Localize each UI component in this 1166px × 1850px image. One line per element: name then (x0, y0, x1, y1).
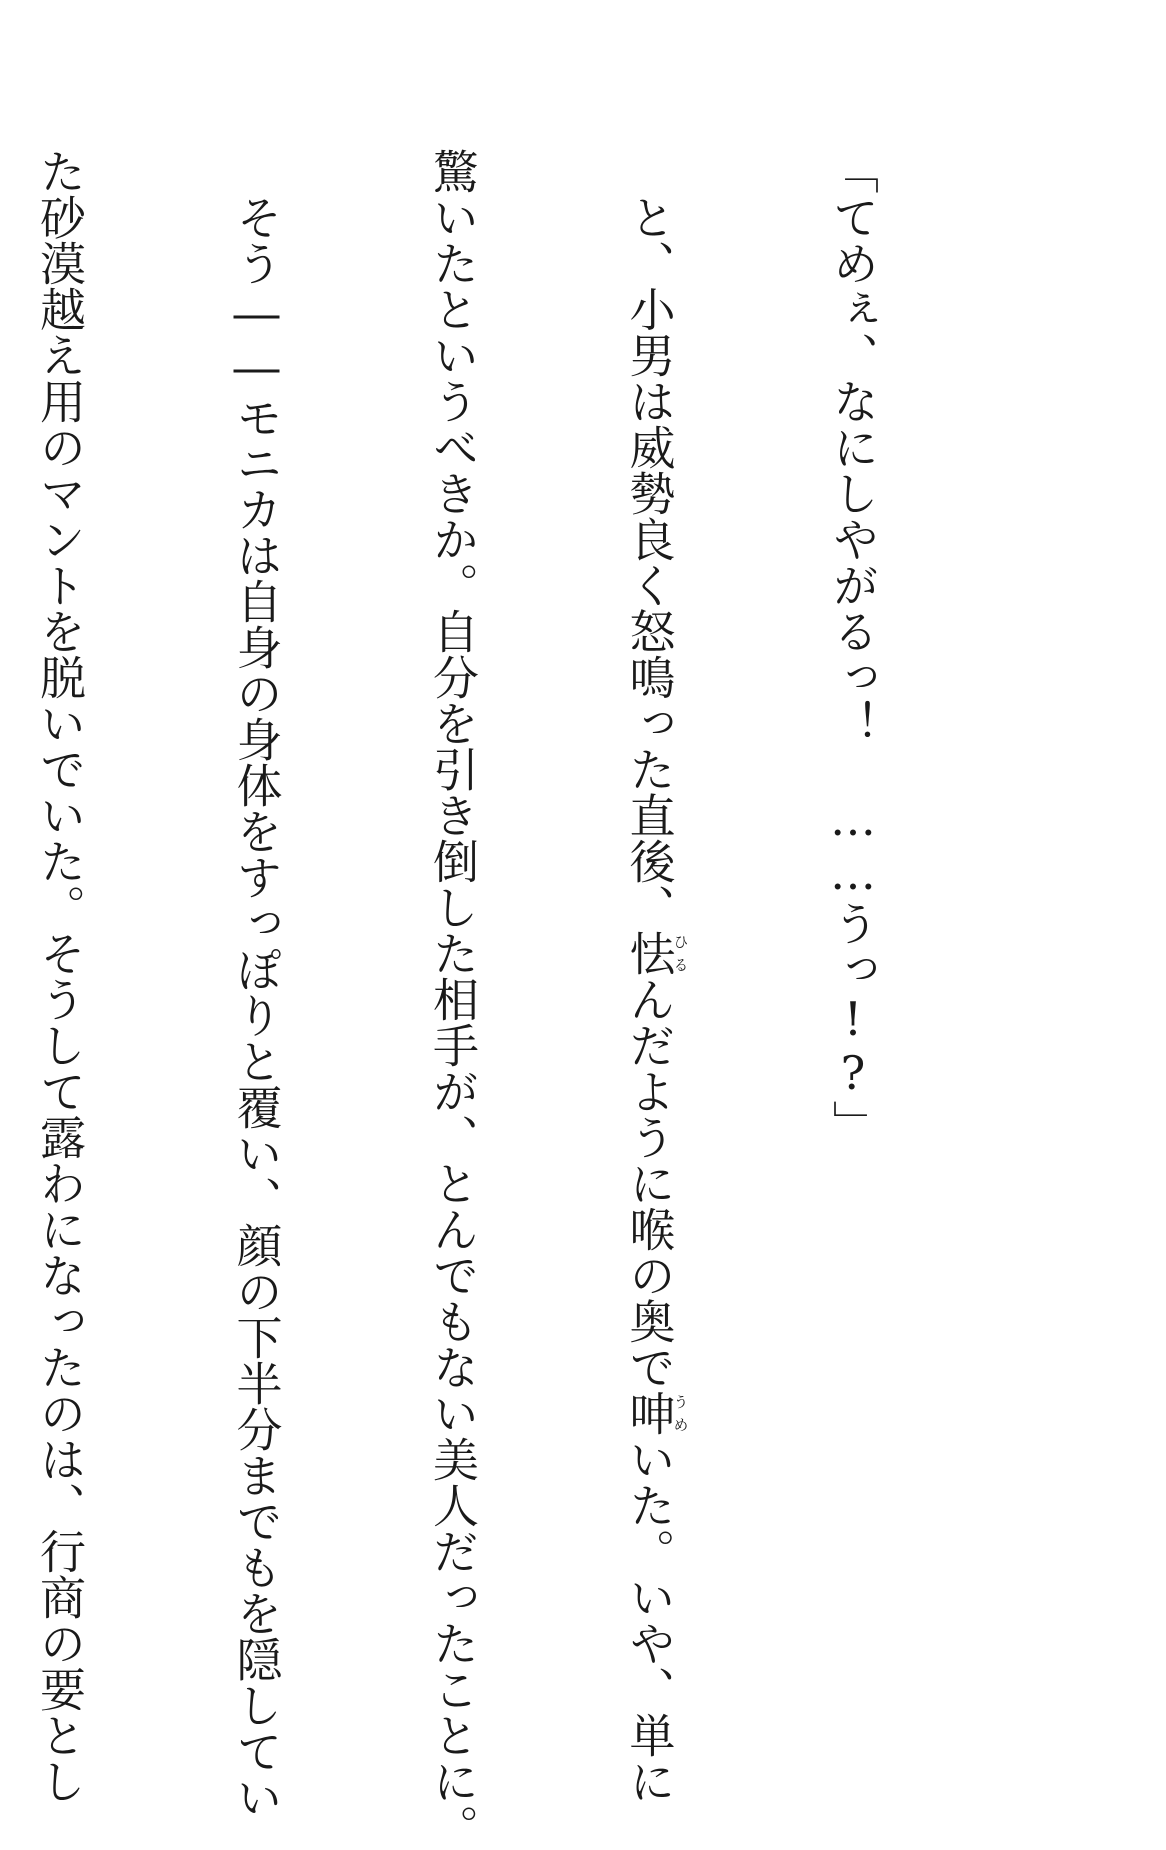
ruby-base: 呻 (622, 1390, 677, 1436)
text-line: 驚いたというべきか。自分を引き倒した相手が、とんでもない美人だったことに。 (426, 148, 480, 1850)
text-line (616, 148, 690, 1804)
text-line: た砂漠越え用のマントを脱いでいた。そうして露わになったのは、行商の要とし (33, 148, 87, 1804)
ruby-word (622, 1390, 690, 1436)
text-segment: んだように喉の奥で (622, 976, 677, 1390)
ruby-reading: うめ (671, 1390, 690, 1436)
text-line: 「てめぇ、なにしやがるっ！ ……うっ!?」 (826, 148, 880, 1146)
ruby-reading: ひる (671, 930, 690, 976)
text-line: そう――モニカは自身の身体をすっぽりと覆い、顔の下半分までもを隠してい (229, 148, 284, 1820)
text-segment: と、小男は威勢良く怒鳴った直後、 (622, 148, 677, 930)
ruby-base: 怯 (622, 930, 677, 976)
vertical-text-body (0, 148, 1016, 1850)
ruby-word (622, 930, 690, 976)
text-segment: いた。いや、単に (622, 1436, 677, 1804)
